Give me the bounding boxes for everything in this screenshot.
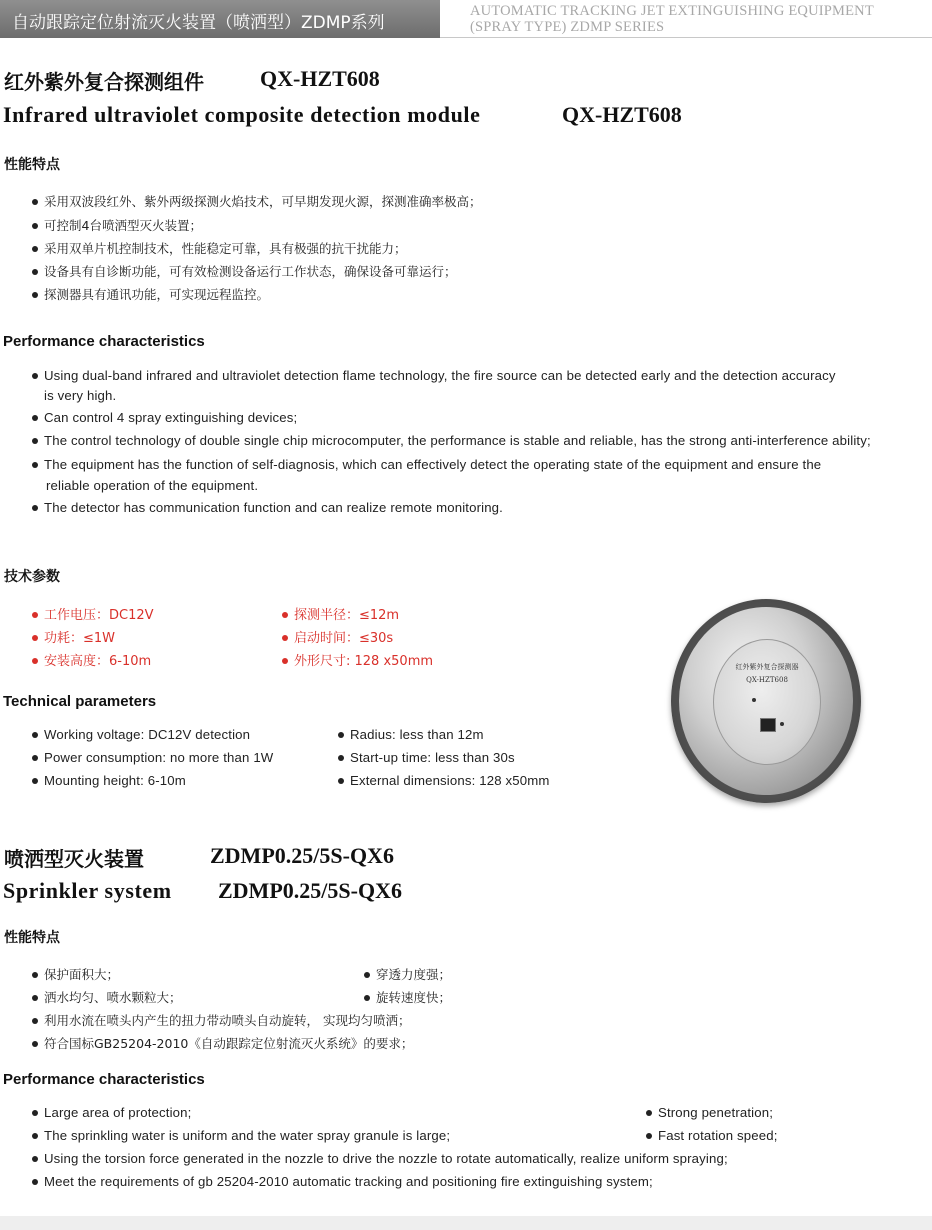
product1-code-en: QX-HZT608 (562, 102, 682, 127)
bullet-icon (32, 612, 38, 618)
bullet-icon (32, 223, 38, 229)
list-item: The detector has communication function and can realize remote monitoring. (32, 500, 503, 515)
bullet-icon (32, 292, 38, 298)
product2-perf-en-heading: Performance characteristics (3, 1071, 205, 1088)
product1-tech-en-heading: Technical parameters (3, 693, 157, 710)
spec-item: Power consumption: no more than 1W (32, 750, 273, 765)
sensor-pin-icon (780, 722, 784, 726)
detector-label-line2: QX-HZT608 (746, 676, 788, 684)
spec-item: Start-up time: less than 30s (338, 750, 515, 765)
list-item: 符合国标GB25204-2010《自动跟踪定位射流灭火系统》的要求； (32, 1034, 413, 1052)
bullet-icon (32, 1018, 38, 1024)
product2-title-cn: 喷洒型灭火装置 (4, 847, 144, 871)
footer-bar (0, 1216, 932, 1230)
list-item: 设备具有自诊断功能，可有效检测设备运行工作状态，确保设备可靠运行； (32, 262, 457, 280)
list-item: The equipment has the function of self-diagnosis, which can effectively detect the operating state of the equipment and ensure the (32, 457, 821, 472)
bullet-icon (32, 199, 38, 205)
spec-item: 功耗：≤1W (32, 627, 115, 646)
bullet-icon (338, 732, 344, 738)
list-item: Can control 4 spray extinguishing devices; (32, 410, 297, 425)
bullet-icon (32, 1179, 38, 1185)
bullet-icon (32, 1110, 38, 1116)
list-item: 采用双波段红外、紫外两级探测火焰技术，可早期发现火源，探测准确率极高； (32, 192, 482, 210)
bullet-icon (32, 1041, 38, 1047)
list-item: 穿透力度强； (364, 965, 451, 983)
list-item: 保护面积大； (32, 965, 119, 983)
spec-item: External dimensions: 128 x50mm (338, 773, 549, 788)
detector-metal-ring (679, 607, 853, 795)
list-item: 利用水流在喷头内产生的扭力带动喷头自动旋转， 实现均匀喷洒； (32, 1011, 410, 1029)
product1-perf-en-heading: Performance characteristics (3, 333, 205, 350)
product2-code-en: ZDMP0.25/5S-QX6 (218, 878, 402, 903)
bullet-icon (32, 415, 38, 421)
list-item: 可控制4台喷洒型灭火装置； (32, 216, 202, 234)
bullet-icon (32, 732, 38, 738)
bullet-icon (338, 755, 344, 761)
spec-item: Mounting height: 6-10m (32, 773, 186, 788)
list-item: Using dual-band infrared and ultraviolet detection flame technology, the fire source can be detected early and the detection accuracy (32, 368, 836, 383)
bullet-icon (646, 1110, 652, 1116)
detector-face-plate (713, 639, 821, 765)
spec-item: 探测半径：≤12m (282, 604, 399, 623)
product1-perf-cn-heading: 性能特点 (4, 157, 60, 173)
bullet-icon (32, 246, 38, 252)
bullet-icon (338, 778, 344, 784)
bullet-icon (32, 1133, 38, 1139)
bullet-icon (32, 1156, 38, 1162)
bullet-icon (32, 438, 38, 444)
list-item: Using the torsion force generated in the nozzle to drive the nozzle to rotate automatically, realize uniform spraying; (32, 1151, 728, 1166)
list-item: 旋转速度快； (364, 988, 451, 1006)
bullet-icon (32, 505, 38, 511)
list-item: Strong penetration; (646, 1105, 773, 1120)
bullet-icon (364, 972, 370, 978)
list-item: 洒水均匀、喷水颗粒大； (32, 988, 182, 1006)
list-item: 采用双单片机控制技术，性能稳定可靠，具有极强的抗干扰能力； (32, 239, 407, 257)
product1-title-en: Infrared ultraviolet composite detection module (3, 102, 481, 127)
product1-title-cn: 红外紫外复合探测组件 (4, 70, 204, 94)
bullet-icon (32, 755, 38, 761)
bullet-icon (32, 635, 38, 641)
bullet-icon (282, 635, 288, 641)
list-item: Fast rotation speed; (646, 1128, 778, 1143)
spec-item: 启动时间：≤30s (282, 627, 393, 646)
bullet-icon (32, 462, 38, 468)
list-item: The control technology of double single chip microcomputer, the performance is stable and reliable, has the strong anti-interference ability; (32, 433, 871, 448)
bullet-icon (32, 269, 38, 275)
bullet-icon (282, 658, 288, 664)
product2-perf-cn-heading: 性能特点 (4, 930, 60, 946)
product2-title-en: Sprinkler system (3, 878, 172, 903)
list-item: 探测器具有通讯功能，可实现远程监控。 (32, 285, 269, 303)
list-item: Large area of protection; (32, 1105, 191, 1120)
spec-item: 安装高度：6-10m (32, 650, 151, 669)
sensor-pin-icon (752, 698, 756, 702)
bullet-icon (646, 1133, 652, 1139)
product1-tech-cn-heading: 技术参数 (4, 569, 60, 585)
list-item-continuation: is very high. (44, 388, 117, 403)
list-item-continuation: reliable operation of the equipment. (46, 478, 259, 493)
product2-code-cn: ZDMP0.25/5S-QX6 (210, 843, 394, 868)
detector-product-image (671, 599, 861, 803)
bullet-icon (32, 658, 38, 664)
bullet-icon (32, 995, 38, 1001)
banner-divider (440, 37, 932, 38)
list-item: The sprinkling water is uniform and the water spray granule is large; (32, 1128, 450, 1143)
banner-title-cn: 自动跟踪定位射流灭火装置（喷洒型）ZDMP系列 (12, 13, 385, 33)
bullet-icon (32, 373, 38, 379)
banner-title-en-line1: AUTOMATIC TRACKING JET EXTINGUISHING EQUIPMENT (470, 3, 874, 19)
bullet-icon (32, 778, 38, 784)
spec-item: 工作电压：DC12V (32, 604, 154, 623)
header-banner (0, 0, 440, 38)
bullet-icon (364, 995, 370, 1001)
bullet-icon (32, 972, 38, 978)
spec-item: 外形尺寸: 128 x50mm (282, 650, 433, 669)
list-item: Meet the requirements of gb 25204-2010 automatic tracking and positioning fire extinguishing system; (32, 1174, 653, 1189)
product1-code-cn: QX-HZT608 (260, 66, 380, 91)
detector-label-line1: 红外紫外复合探测器 (735, 663, 799, 671)
banner-title-en-line2: (SPRAY TYPE) ZDMP SERIES (470, 19, 665, 35)
spec-item: Radius: less than 12m (338, 727, 484, 742)
sensor-window-icon (760, 718, 776, 732)
spec-item: Working voltage: DC12V detection (32, 727, 250, 742)
bullet-icon (282, 612, 288, 618)
